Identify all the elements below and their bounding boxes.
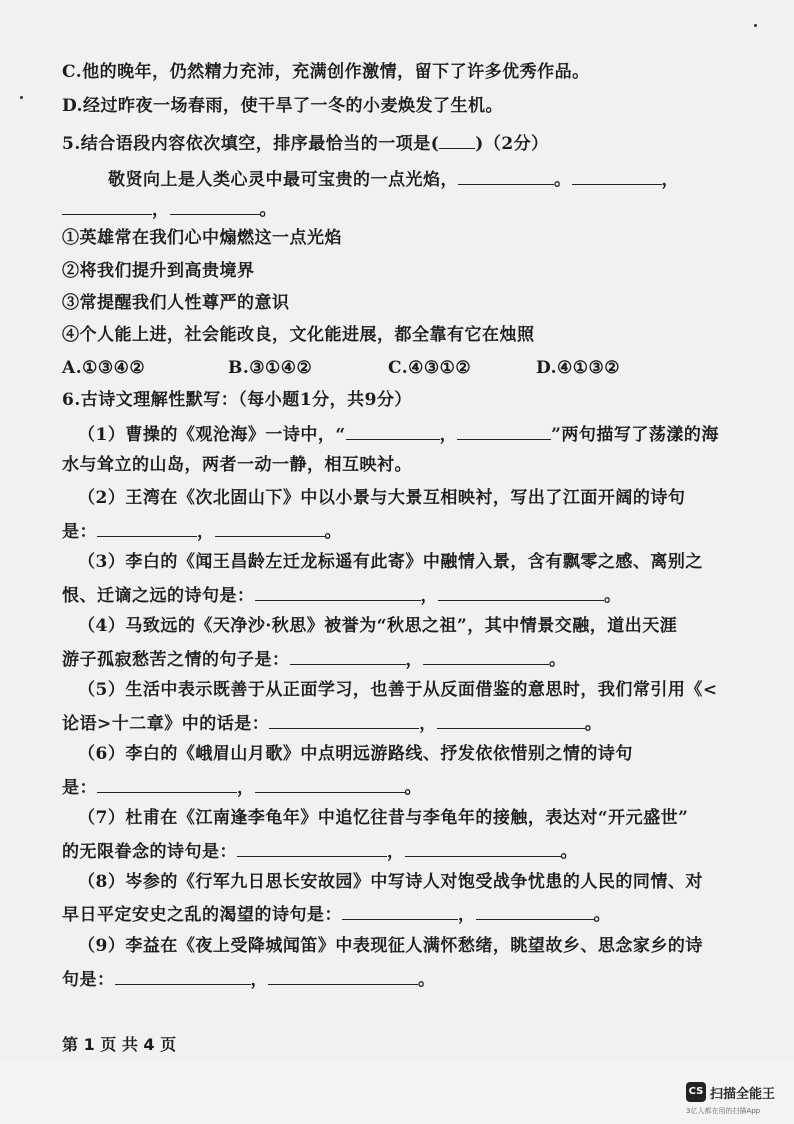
brand-name: 扫描全能王	[710, 1087, 776, 1102]
q6-item-1: （1）曹操的《观沧海》一诗中，“ ， ”两句描写了荡漾的海	[78, 421, 719, 447]
q6-item-9-cont: 句是： ， 。	[62, 966, 436, 992]
q6-item-6: （6）李白的《峨眉山月歌》中点明远游路线、抒发依依惜别之情的诗句	[78, 744, 633, 764]
q6-item-5: （5）生活中表示既善于从正面学习，也善于从反面借鉴的意思时，我们常引用《<	[78, 680, 718, 700]
q6-item-1-cont: 水与耸立的山岛，两者一动一静，相互映衬。	[62, 455, 412, 475]
q6-item-7-cont: 的无限眷念的诗句是： ， 。	[62, 838, 578, 864]
scanner-watermark	[686, 1082, 786, 1118]
q6-item-2-cont: 是： ， 。	[62, 518, 342, 544]
fill-blank[interactable]	[255, 582, 421, 601]
scan-speck	[20, 96, 23, 99]
answer-blank[interactable]	[439, 130, 475, 149]
choices	[62, 356, 620, 380]
fill-blank[interactable]	[115, 966, 251, 985]
q6-item-5-cont: 论语>十二章》中的话是： ， 。	[62, 710, 602, 736]
choice-b[interactable]: B.③①④②	[228, 358, 313, 378]
q6-item-2: （2）王湾在《次北固山下》中以小景与大景互相映衬，写出了江面开阔的诗句	[78, 488, 686, 508]
fill-blank[interactable]	[268, 966, 418, 985]
fill-blank[interactable]	[170, 196, 260, 215]
question-6: 6.古诗文理解性默写：（每小题1分，共9分）	[62, 390, 412, 410]
q6-item-8-cont: 早日平定安史之乱的渴望的诗句是： ， 。	[62, 901, 611, 927]
fill-blank[interactable]	[572, 166, 662, 185]
sentence-1: ①英雄常在我们心中煽燃这一点光焰	[62, 228, 342, 248]
fill-blank[interactable]	[405, 838, 561, 857]
fill-blank[interactable]	[62, 196, 152, 215]
fill-blank[interactable]	[458, 166, 554, 185]
fill-blank[interactable]	[437, 710, 585, 729]
choice-d[interactable]: D.④①③②	[536, 358, 621, 378]
fill-blank[interactable]	[290, 646, 406, 665]
fill-blank[interactable]	[346, 421, 440, 440]
fill-blank[interactable]	[438, 582, 604, 601]
sentence-4: ④个人能上进，社会能改良，文化能进展，都全靠有它在烛照	[62, 325, 535, 345]
q6-item-6-cont: 是： ， 。	[62, 774, 422, 800]
fill-blank[interactable]	[237, 838, 387, 857]
fill-blank[interactable]	[215, 518, 325, 537]
q5-passage-cont: ， 。	[62, 196, 277, 222]
page-number: 第 1 页 共 4 页	[62, 1035, 177, 1054]
option-d-line: D.经过昨夜一场春雨，使干旱了一冬的小麦焕发了生机。	[62, 96, 504, 116]
question-5: 5.结合语段内容依次填空，排序最恰当的一项是( )（2分）	[62, 130, 549, 156]
choice-a[interactable]: A.①③④②	[62, 358, 146, 378]
fill-blank[interactable]	[97, 518, 197, 537]
q6-item-3-cont: 恨、迁谪之远的诗句是： ， 。	[62, 582, 622, 608]
fill-blank[interactable]	[97, 774, 237, 793]
brand-tagline: 3亿人都在用的扫描App	[686, 1107, 761, 1115]
fill-blank[interactable]	[423, 646, 549, 665]
fill-blank[interactable]	[255, 774, 405, 793]
q6-item-7: （7）杜甫在《江南逢李龟年》中追忆往昔与李龟年的接触，表达对“开元盛世”	[78, 808, 689, 828]
q6-item-4: （4）马致远的《天净沙·秋思》被誉为“秋思之祖”，其中情景交融，道出天涯	[78, 616, 678, 636]
fill-blank[interactable]	[476, 901, 594, 920]
option-c-line: C.他的晚年，仍然精力充沛，充满创作激情，留下了许多优秀作品。	[62, 62, 590, 82]
q6-item-9: （9）李益在《夜上受降城闻笛》中表现征人满怀愁绪，眺望故乡、思念家乡的诗	[78, 936, 703, 956]
fill-blank[interactable]	[269, 710, 419, 729]
sentence-2: ②将我们提升到高贵境界	[62, 261, 255, 281]
scan-speck	[754, 24, 757, 27]
sentence-3: ③常提醒我们人性尊严的意识	[62, 293, 290, 313]
fill-blank[interactable]	[457, 421, 551, 440]
fill-blank[interactable]	[342, 901, 458, 920]
q5-passage: 敬贤向上是人类心灵中最可宝贵的一点光焰， 。 ，	[108, 166, 679, 192]
q6-item-4-cont: 游子孤寂愁苦之情的句子是： ， 。	[62, 646, 567, 672]
q6-item-3: （3）李白的《闻王昌龄左迁龙标遥有此寄》中融情入景，含有飘零之感、离别之	[78, 552, 703, 572]
q6-item-8: （8）岑参的《行军九日思长安故园》中写诗人对饱受战争忧患的人民的同情、对	[78, 872, 703, 892]
choice-c[interactable]: C.④③①②	[388, 358, 472, 378]
camscanner-logo-icon: CS	[686, 1082, 706, 1102]
